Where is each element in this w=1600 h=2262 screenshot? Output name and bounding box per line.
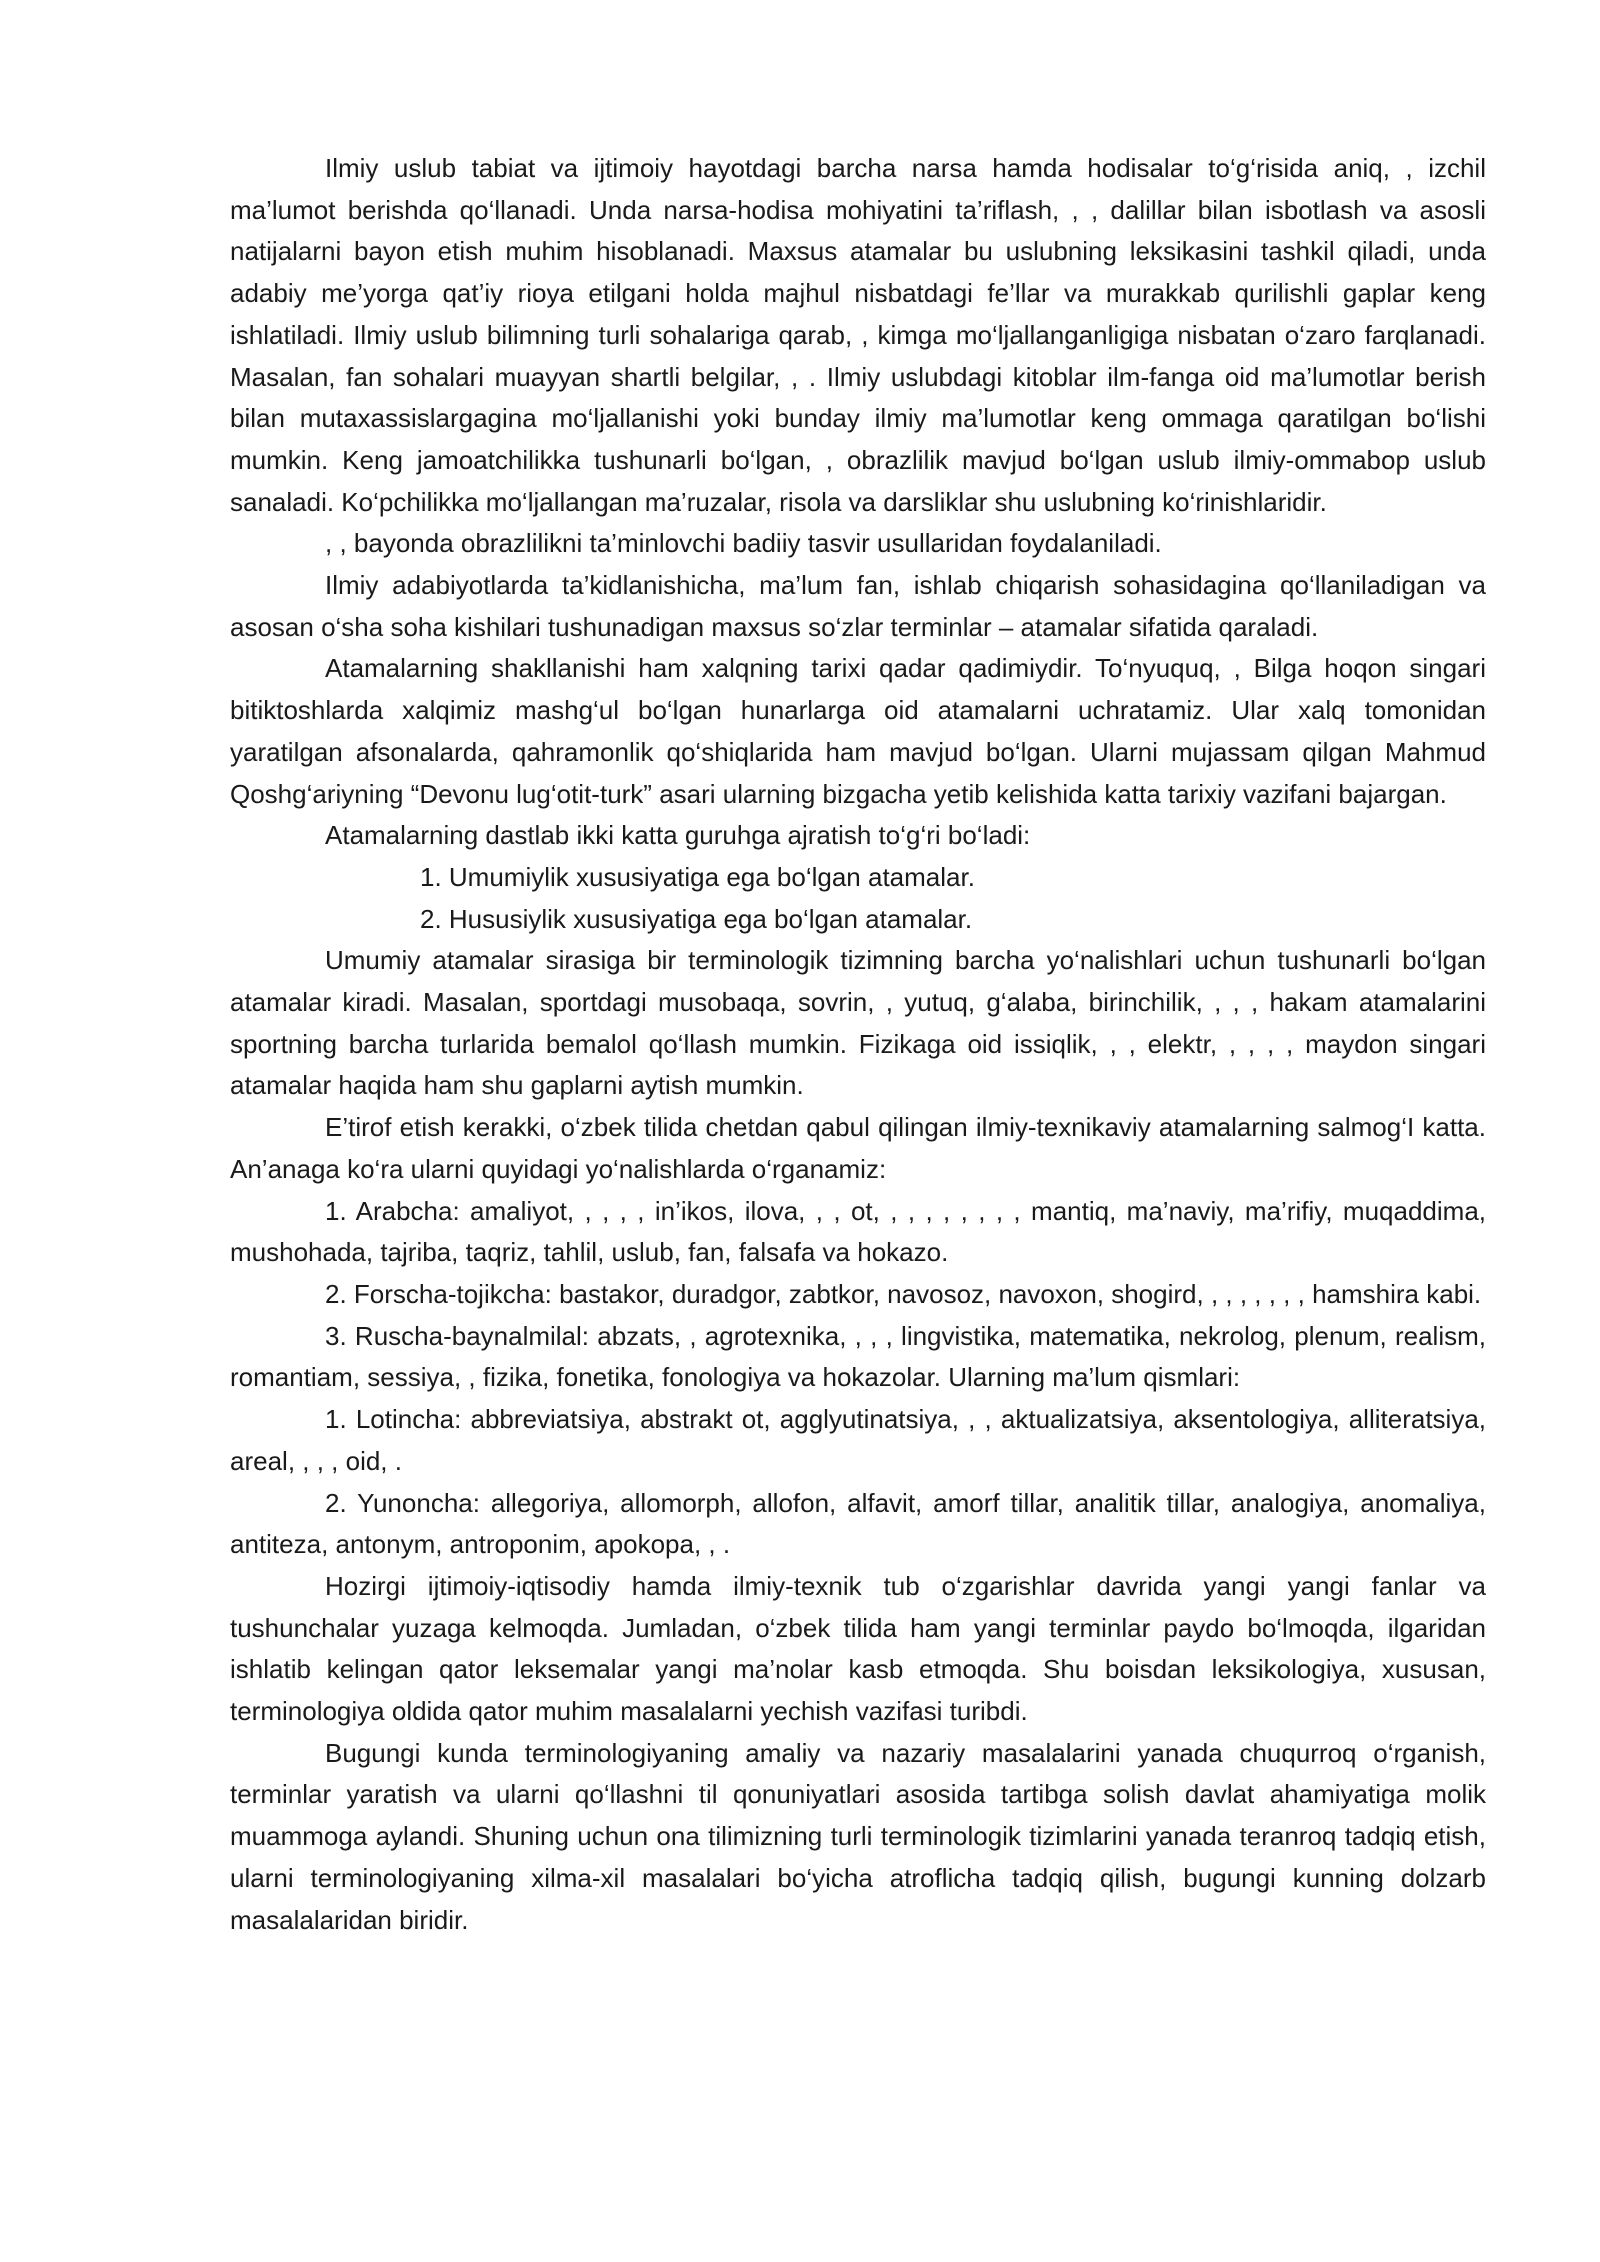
list-item: 2. Hususiylik xususiyatiga ega bo‘lgan atamalar. — [420, 903, 973, 934]
list-item: 1. Umumiylik xususiyatiga ega bo‘lgan atamalar. — [420, 861, 975, 892]
paragraph: Hozirgi ijtimoiy-iqtisodiy hamda ilmiy-texnik tub o‘zgarishlar davrida yangi yangi fanlar va tushunchalar yuzaga kelmoqda. Jumladan, o‘zbek tilida ham yangi terminlar paydo bo‘lmoqda, ilgaridan ishlatib kelingan qator leksemalar yangi ma’nolar kasb etmoqda. Shu boisdan leksikologiya, xususan, terminologiya oldida qator muhim masalalarni yechish vazifasi turibdi. — [230, 1570, 1486, 1727]
document-page — [230, 148, 1486, 1941]
paragraph: 1. Lotincha: abbreviatsiya, abstrakt ot, agglyutinatsiya, , , aktualizatsiya, aksentologiya, alliteratsiya, areal, , , , oid, . — [230, 1404, 1486, 1476]
paragraph: , , bayonda obrazlilikni ta’minlovchi badiiy tasvir usullaridan foydalaniladi. — [325, 528, 1162, 559]
paragraph: Atamalarning dastlab ikki katta guruhga ajratish to‘g‘ri bo‘ladi: — [325, 820, 1031, 851]
paragraph: 3. Ruscha-baynalmilal: abzats, , agrotexnika, , , , lingvistika, matematika, nekrolog, plenum, realism, romantiam, sessiya, , fizika, fonetika, fonologiya va hokazolar. Ularning ma’lum qismlari: — [230, 1320, 1486, 1393]
paragraph: Bugungi kunda terminologiyaning amaliy va nazariy masalalarini yanada chuqurroq o‘rganish, terminlar yaratish va ularni qo‘llashni til qonuniyatlari asosida tartibga solish davlat ahamiyatiga molik muammoga aylandi. Shuning uchun ona tilimizning turli terminologik tizimlarini yanada teranroq tadqiq etish, ularni terminologiyaning xilma-xil masalalari bo‘yicha atroflicha tadqiq qilish, bugungi kunning dolzarb masalalaridan biridir. — [230, 1737, 1486, 1935]
paragraph: 2. Forscha-tojikcha: bastakor, duradgor, zabtkor, navosoz, navoxon, shogird, , , , , , , , hamshira kabi. — [325, 1278, 1482, 1309]
paragraph: Atamalarning shakllanishi ham xalqning tarixi qadar qadimiydir. To‘nyuquq, , Bilga hoqon singari bitiktoshlarda xalqimiz mashg‘ul bo‘lgan hunarlarga oid atamalarni uchratamiz. Ular xalq tomonidan yaratilgan afsonalarda, qahramonlik qo‘shiqlarida ham mavjud bo‘lgan. Ularni mujassam qilgan Mahmud Qoshg‘ariyning “Devonu lug‘otit-turk” asari ularning bizgacha yetib kelishida katta tarixiy vazifani bajargan. — [230, 653, 1486, 809]
paragraph: 1. Arabcha: amaliyot, , , , , in’ikos, ilova, , , ot, , , , , , , , , mantiq, ma’naviy, ma’rifiy, muqaddima, mushohada, tajriba, taqriz, tahlil, uslub, fan, falsafa va hokazo. — [230, 1195, 1486, 1268]
paragraph: Umumiy atamalar sirasiga bir terminologik tizimning barcha yo‘nalishlari uchun tushunarli bo‘lgan atamalar kiradi. Masalan, sportdagi musobaqa, sovrin, , yutuq, g‘alaba, birinchilik, , , , hakam atamalarini sportning barcha turlarida bemalol qo‘llash mumkin. Fizikaga oid issiqlik, , , elektr, , , , , maydon singari atamalar haqida ham shu gaplarni aytish mumkin. — [230, 945, 1486, 1101]
paragraph: Ilmiy adabiyotlarda ta’kidlanishicha, ma’lum fan, ishlab chiqarish sohasidagina qo‘llaniladigan va asosan o‘sha soha kishilari tushunadigan maxsus so‘zlar terminlar – atamalar sifatida qaraladi. — [230, 570, 1486, 642]
paragraph: 2. Yunoncha: allegoriya, allomorph, allofon, alfavit, amorf tillar, analitik tillar, analogiya, anomaliya, antiteza, antonym, antroponim, apokopa, , . — [230, 1487, 1486, 1560]
paragraph: E’tirof etish kerakki, o‘zbek tilida chetdan qabul qilingan ilmiy-texnikaviy atamalarning salmog‘I katta. An’anaga ko‘ra ularni quyidagi yo‘nalishlarda o‘rganamiz: — [230, 1112, 1486, 1184]
paragraph: Ilmiy uslub tabiat va ijtimoiy hayotdagi barcha narsa hamda hodisalar to‘g‘risida aniq, , izchil ma’lumot berishda qo‘llanadi. Unda narsa-hodisa mohiyatini ta’riflash, , , dalillar bilan isbotlash va asosli natijalarni bayon etish muhim hisoblanadi. Maxsus atamalar bu uslubning leksikasini tashkil qiladi, unda adabiy me’yorga qat’iy rioya etilgani holda majhul nisbatdagi fe’llar va murakkab qurilishli gaplar keng ishlatiladi. Ilmiy uslub bilimning turli sohalariga qarab, , kimga mo‘ljallanganligiga nisbatan o‘zaro farqlanadi. Masalan, fan sohalari muayyan shartli belgilar, , . Ilmiy uslubdagi kitoblar ilm-fanga oid ma’lumotlar berish bilan mutaxassislargagina mo‘ljallanishi yoki bunday ilmiy ma’lumotlar keng ommaga qaratilgan bo‘lishi mumkin. Keng jamoatchilikka tushunarli bo‘lgan, , obrazlilik mavjud bo‘lgan uslub ilmiy-ommabop uslub sanaladi. Ko‘pchilikka mo‘ljallangan ma’ruzalar, risola va darsliklar shu uslubning ko‘rinishlaridir. — [230, 153, 1486, 517]
